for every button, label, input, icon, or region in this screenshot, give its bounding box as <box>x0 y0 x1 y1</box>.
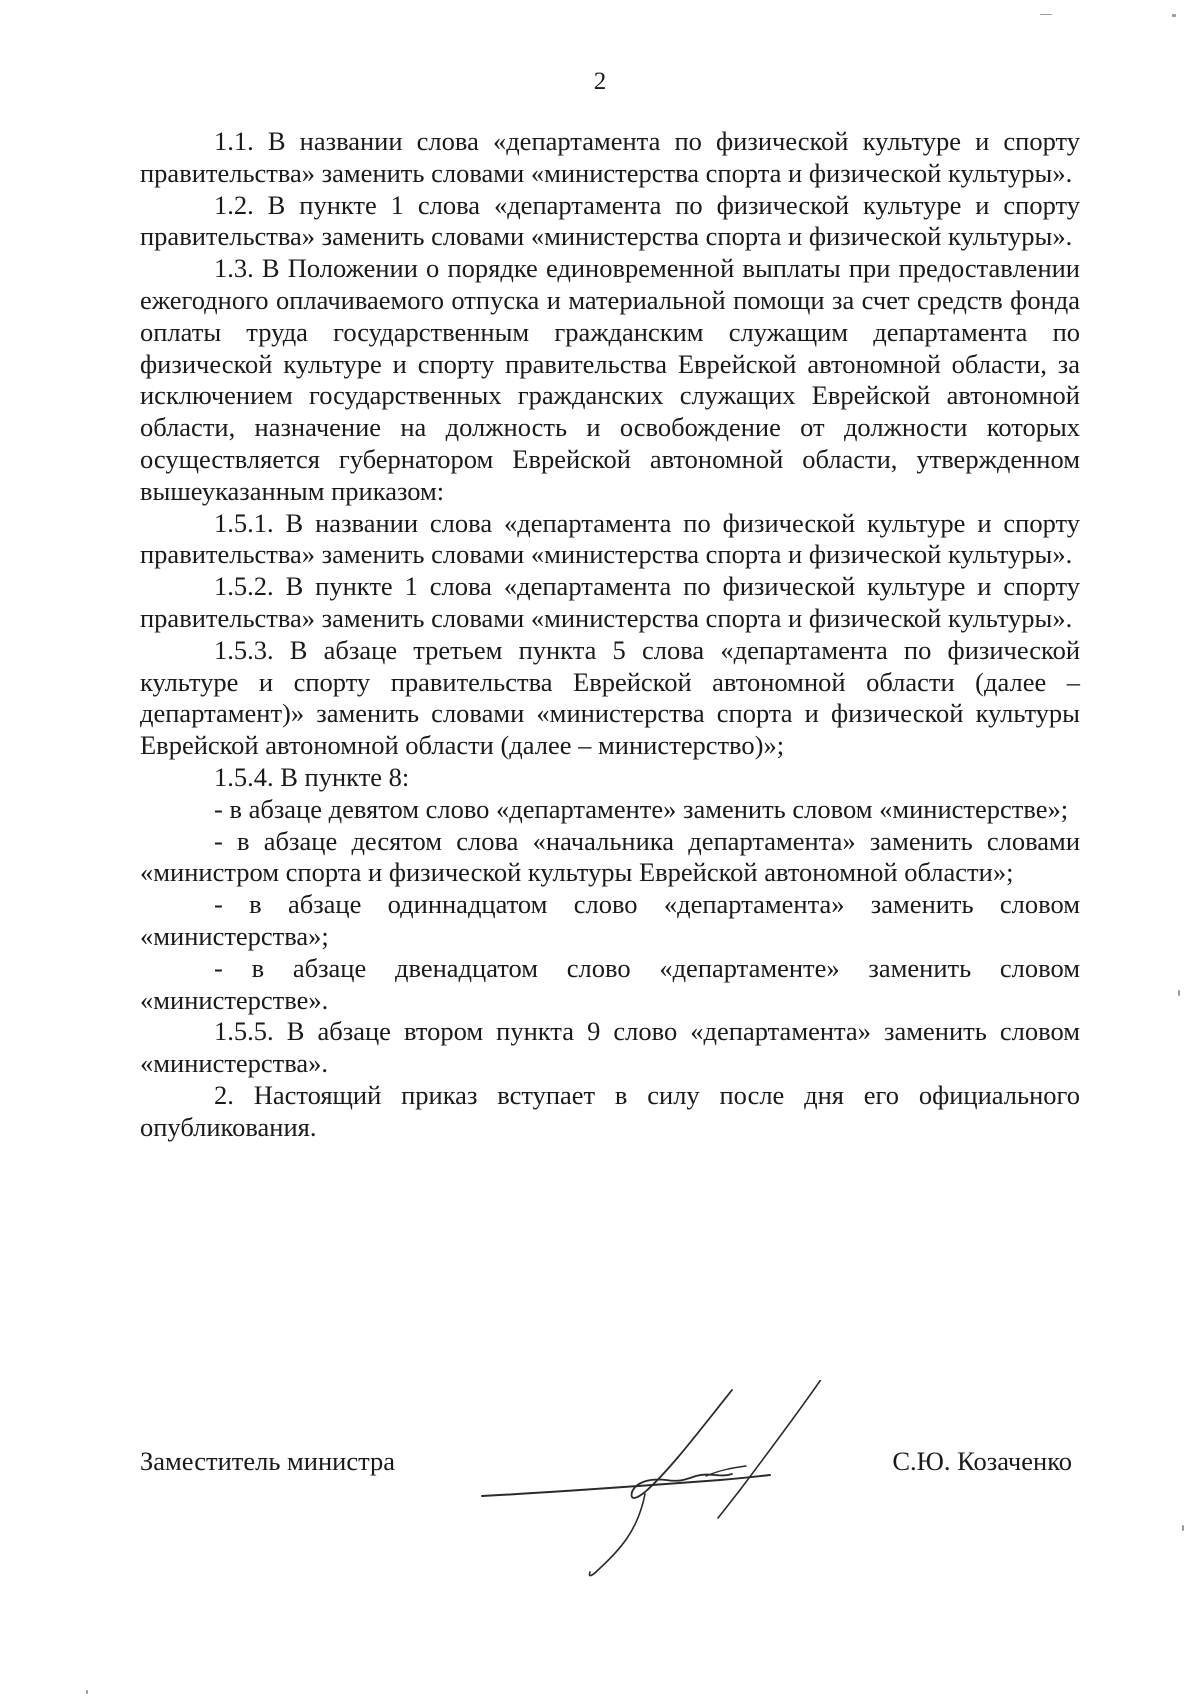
paragraph-2: 2. Настоящий приказ вступает в силу после дня его официального опубликования. <box>140 1079 1080 1142</box>
paragraph-1-5-4: 1.5.4. В пункте 8: <box>214 761 410 792</box>
paragraph-1-5-3: 1.5.3. В абзаце третьем пункта 5 слова «департамента по физической культуре и спорту правительства Еврейской автономной области (далее – департамент)» заменить словами «министерства спорта и физической культуры Еврейской автономной области (далее – министерство)»; <box>140 634 1080 761</box>
signatory-name: С.Ю. Козаченко <box>892 1446 1072 1476</box>
scan-speck <box>1178 990 1180 996</box>
paragraph-1-5-2: 1.5.2. В пункте 1 слова «департамента по физической культуре и спорту правительства» заменить словами «министерства спорта и физической культуры». <box>140 571 1080 633</box>
paragraph-1-3: 1.3. В Положении о порядке единовременной выплаты при предоставлении ежегодного оплачиваемого отпуска и материальной помощи за счет средств фонда оплаты труда государственным гражданским служащим департамента по физической культуре и спорту правительства Еврейской автономной области, за исключением государственных гражданских служащих Еврейской автономной области, назначение на должность и освобождение от должности которых осуществляется губернатором Еврейской автономной области, утвержденном вышеуказанным приказом: <box>140 253 1080 506</box>
document-body <box>140 126 1080 1144</box>
list-item-ninth-paragraph: - в абзаце девятом слово «департаменте» заменить словом «министерстве»; <box>214 793 1069 824</box>
page-number: 2 <box>593 68 607 95</box>
signatory-title: Заместитель министра <box>140 1446 396 1476</box>
scan-speck <box>1172 14 1176 17</box>
list-item-eleventh-paragraph: - в абзаце одиннадцатом слово «департамента» заменить словом «министерства»; <box>140 889 1080 951</box>
scan-speck <box>1182 1525 1184 1531</box>
scan-speck <box>1040 14 1052 15</box>
scan-speck <box>86 1690 88 1694</box>
paragraph-1-1: 1.1. В названии слова «департамента по физической культуре и спорту правительства» заменить словами «министерства спорта и физической культуры». <box>140 126 1080 188</box>
paragraph-1-5-5: 1.5.5. В абзаце втором пункта 9 слово «департамента» заменить словом «министерства». <box>140 1016 1080 1079</box>
paragraph-1-5-1: 1.5.1. В названии слова «департамента по физической культуре и спорту правительства» заменить словами «министерства спорта и физической культуры». <box>140 507 1080 570</box>
list-item-twelfth-paragraph: - в абзаце двенадцатом слово «департаменте» заменить словом «министерстве». <box>140 952 1080 1015</box>
handwritten-signature-icon <box>470 1380 890 1580</box>
paragraph-1-2: 1.2. В пункте 1 слова «департамента по физической культуре и спорту правительства» заменить словами «министерства спорта и физической культуры». <box>140 189 1080 252</box>
list-item-tenth-paragraph: - в абзаце десятом слова «начальника департамента» заменить словами «министром спорта и физической культуры Еврейской автономной области»; <box>140 825 1080 888</box>
